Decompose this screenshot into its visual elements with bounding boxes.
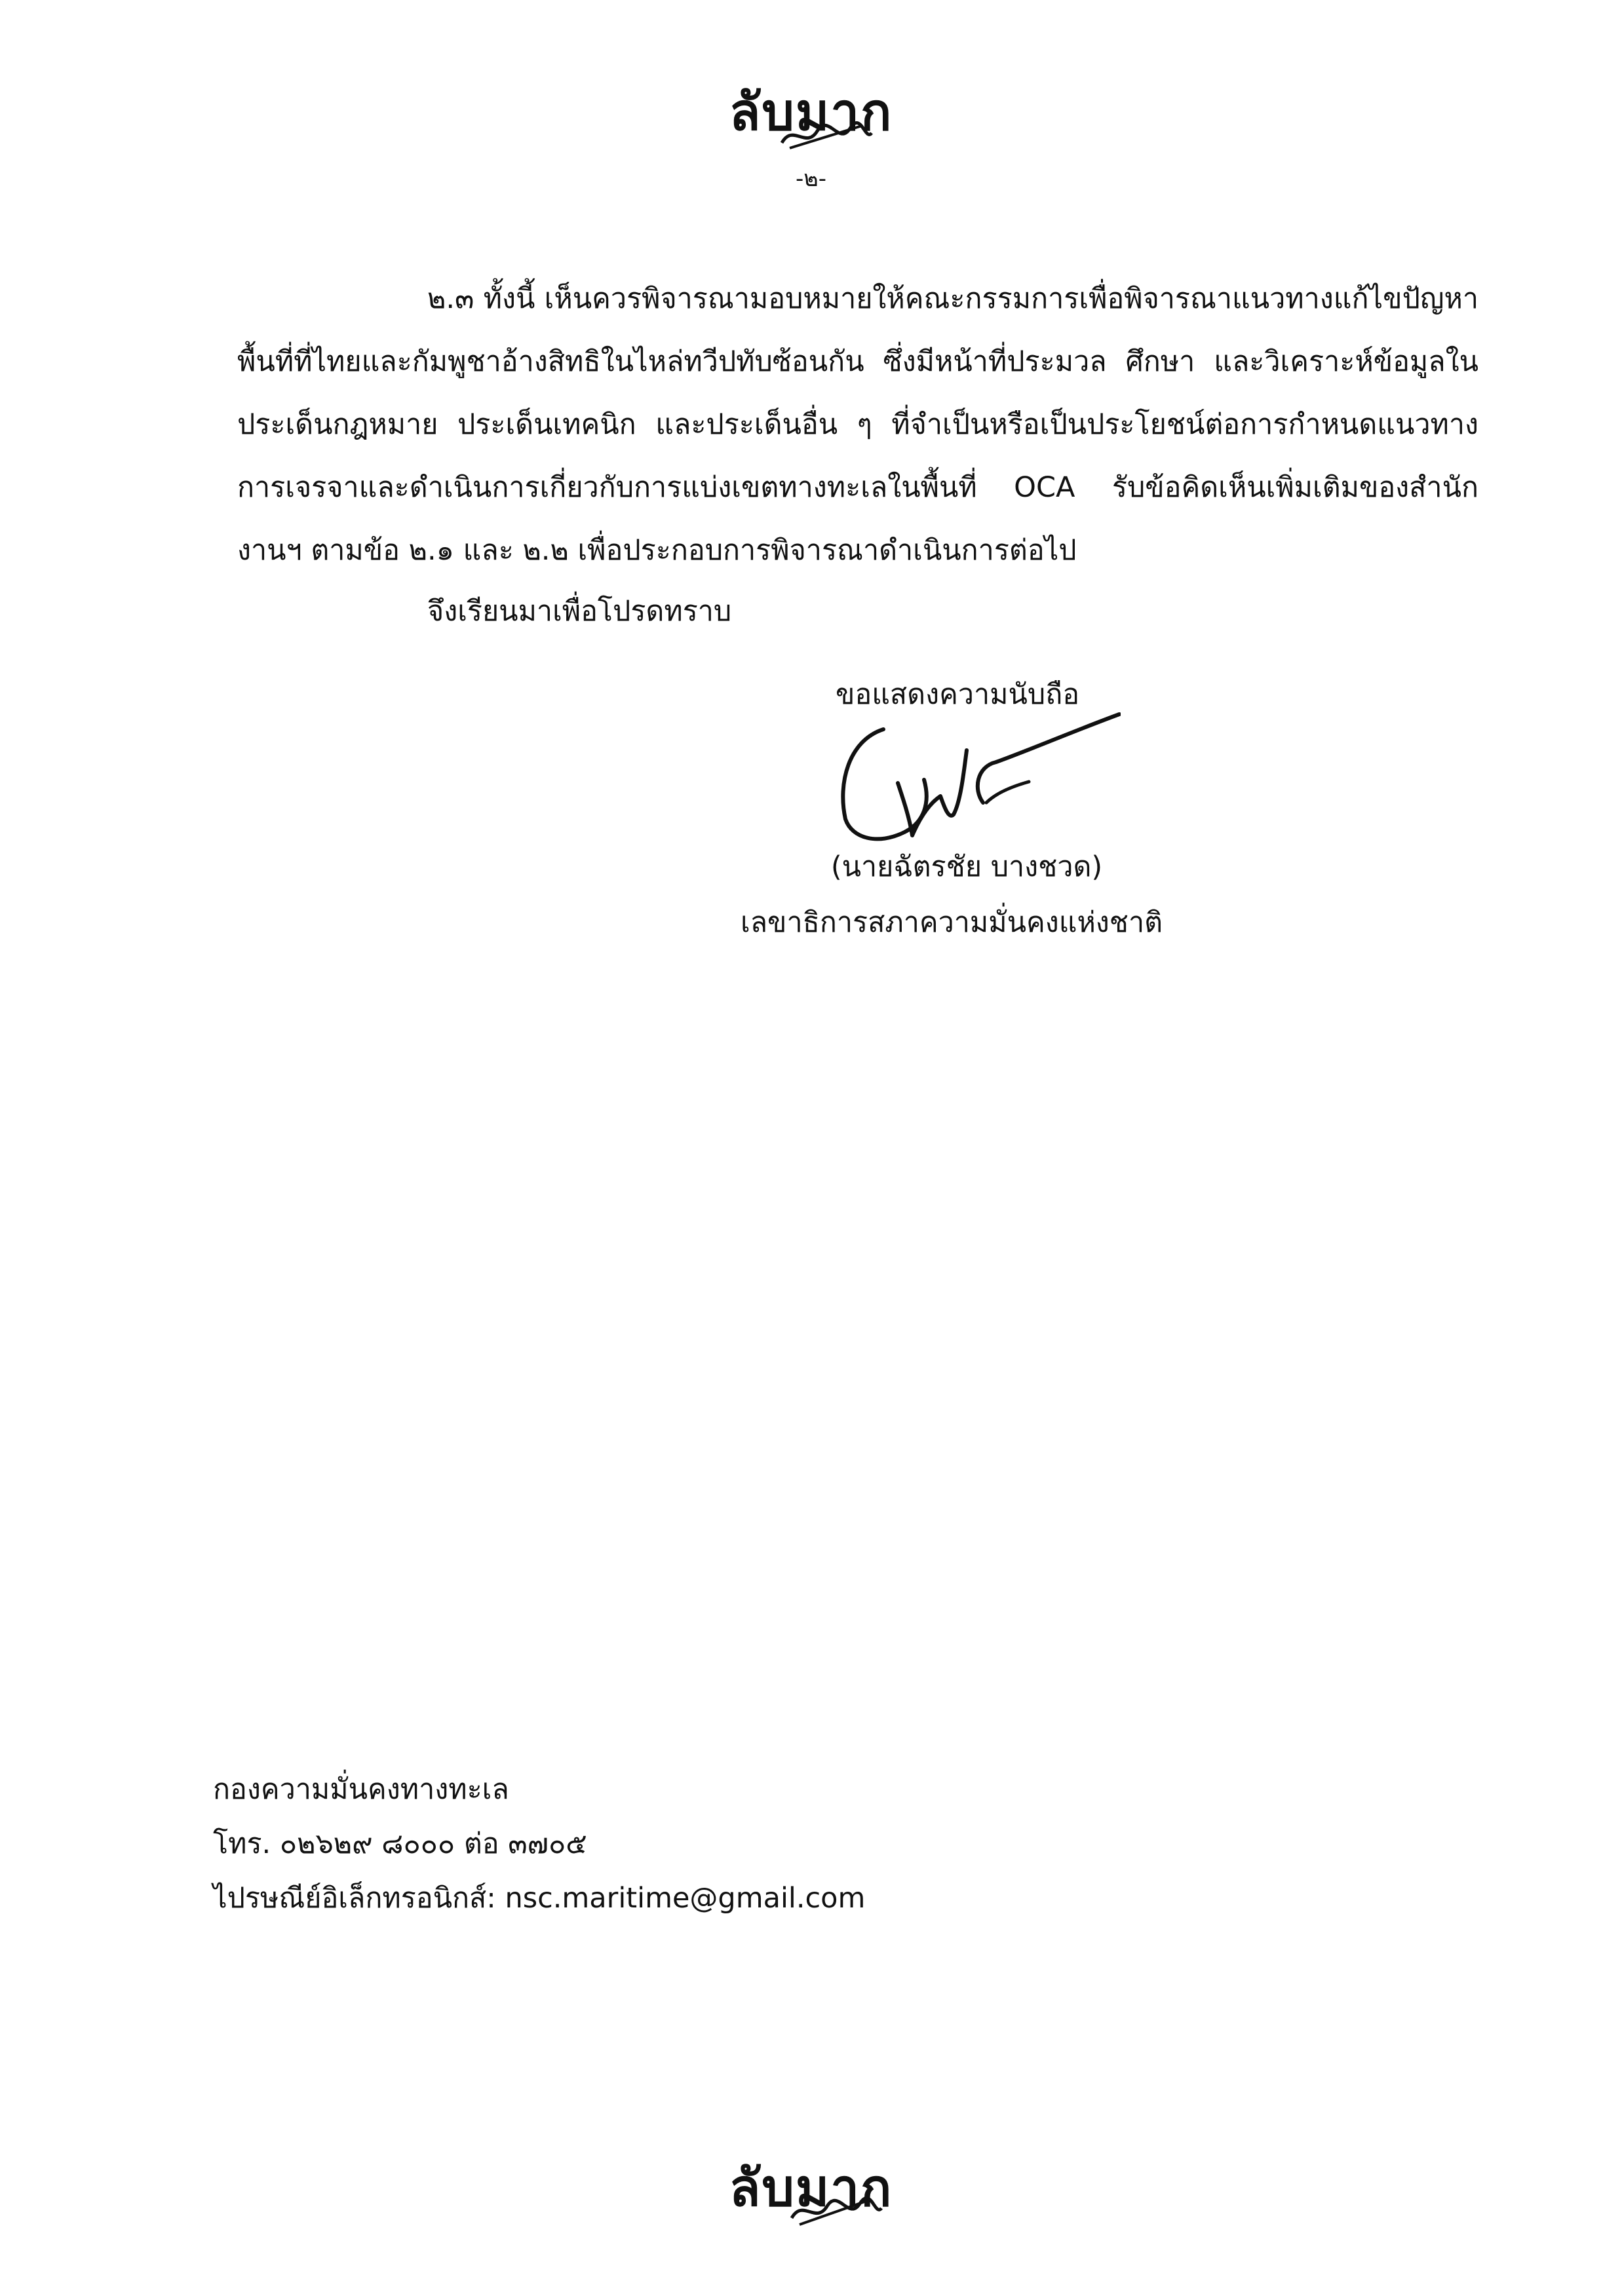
footer-office: กองความมั่นคงทางทะเล [213,1773,509,1806]
signer-name: (นายฉัตรชัย บางชวด) [830,851,1103,883]
closing-line: จึงเรียนมาเพื่อโปรดทราบ [427,595,732,628]
classification-header: ลับมาก [729,83,893,142]
footer-phone: โทร. ๐๒๖๒๙ ๘๐๐๐ ต่อ ๓๗๐๕ [213,1827,587,1860]
contact-footer [213,1763,865,1926]
regards-line: ขอแสดงความนับถือ [836,678,1080,711]
handwritten-signature [832,704,1121,852]
signer-title: เลขาธิการสภาความมั่นคงแห่งชาติ [741,906,1163,939]
body-paragraph: ๒.๓ ทั้งนี้ เห็นควรพิจารณามอบหมายให้คณะกรรมการเพื่อพิจารณาแนวทางแก้ไขปัญหาพื้นที่ที่ไทยและกัมพูชาอ้างสิทธิในไหล่ทวีปทับซ้อนกัน ซึ่งมีหน้าที่ประมวล ศึกษา และวิเคราะห์ข้อมูลในประเด็นกฎหมาย ประเด็นเทคนิก และประเด็นอื่น ๆ ที่จำเป็นหรือเป็นประโยชน์ต่อการกำหนดแนวทางการเจรจาและดำเนินการเกี่ยวกับการแบ่งเขตทางทะเลในพื้นที่ OCA รับข้อคิดเห็นเพิ่มเติมของสำนักงานฯ ตามข้อ ๒.๑ และ ๒.๒ เพื่อประกอบการพิจารณาดำเนินการต่อไป [237,282,1478,567]
page-number: -๒- [796,166,826,192]
classification-footer: ลับมาก [729,2159,893,2218]
footer-email: ไปรษณีย์อิเล็กทรอนิกส์: nsc.maritime@gmail.com [213,1882,866,1915]
